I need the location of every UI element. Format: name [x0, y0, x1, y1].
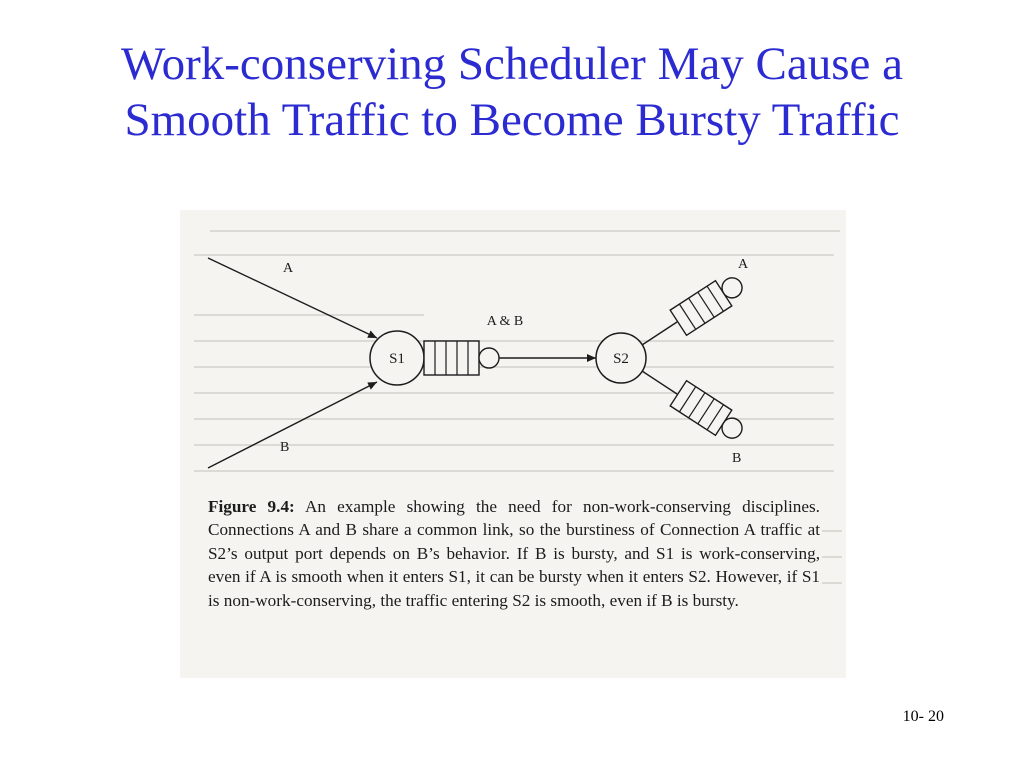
s2-output-a-link — [642, 322, 677, 345]
s2-output-a-queue — [670, 270, 748, 335]
s2-output-b-queue — [670, 381, 748, 446]
slide-title-line-2: Smooth Traffic to Become Bursty Traffic — [124, 94, 900, 146]
s2-output-b-link — [642, 371, 677, 394]
page-number: 10- 20 — [902, 708, 944, 725]
shared-link-label: A & B — [486, 314, 524, 329]
slide-title — [40, 36, 984, 148]
figure-caption — [208, 495, 820, 612]
input-b-label: B — [280, 440, 290, 455]
figure-caption-label: Figure 9.4: — [208, 497, 295, 516]
scanned-figure — [180, 210, 846, 678]
figure-caption-text: An example showing the need for non-work-conserving disciplines. Connections A and B share a common link, so the burstiness of Connection A traffic at S2’s output port depends on B’s behavior. If B is bursty, and S1 is work-conserving, even if A is smooth when it enters S1, it can be bursty when it enters S2. However, if S1 is non-work-conserving, the traffic entering S2 is smooth, even if B is bursty. — [208, 497, 820, 610]
switch-s2-label: S2 — [613, 351, 629, 367]
output-b-label: B — [732, 451, 742, 466]
output-a-label: A — [738, 257, 749, 272]
switch-s1-label: S1 — [389, 351, 405, 367]
slide-title-line-1: Work-conserving Scheduler May Cause a — [121, 38, 903, 90]
input-a-label: A — [283, 261, 294, 276]
network-diagram — [180, 210, 846, 490]
input-b-arrow — [208, 382, 377, 468]
s1-output-queue — [424, 341, 499, 375]
